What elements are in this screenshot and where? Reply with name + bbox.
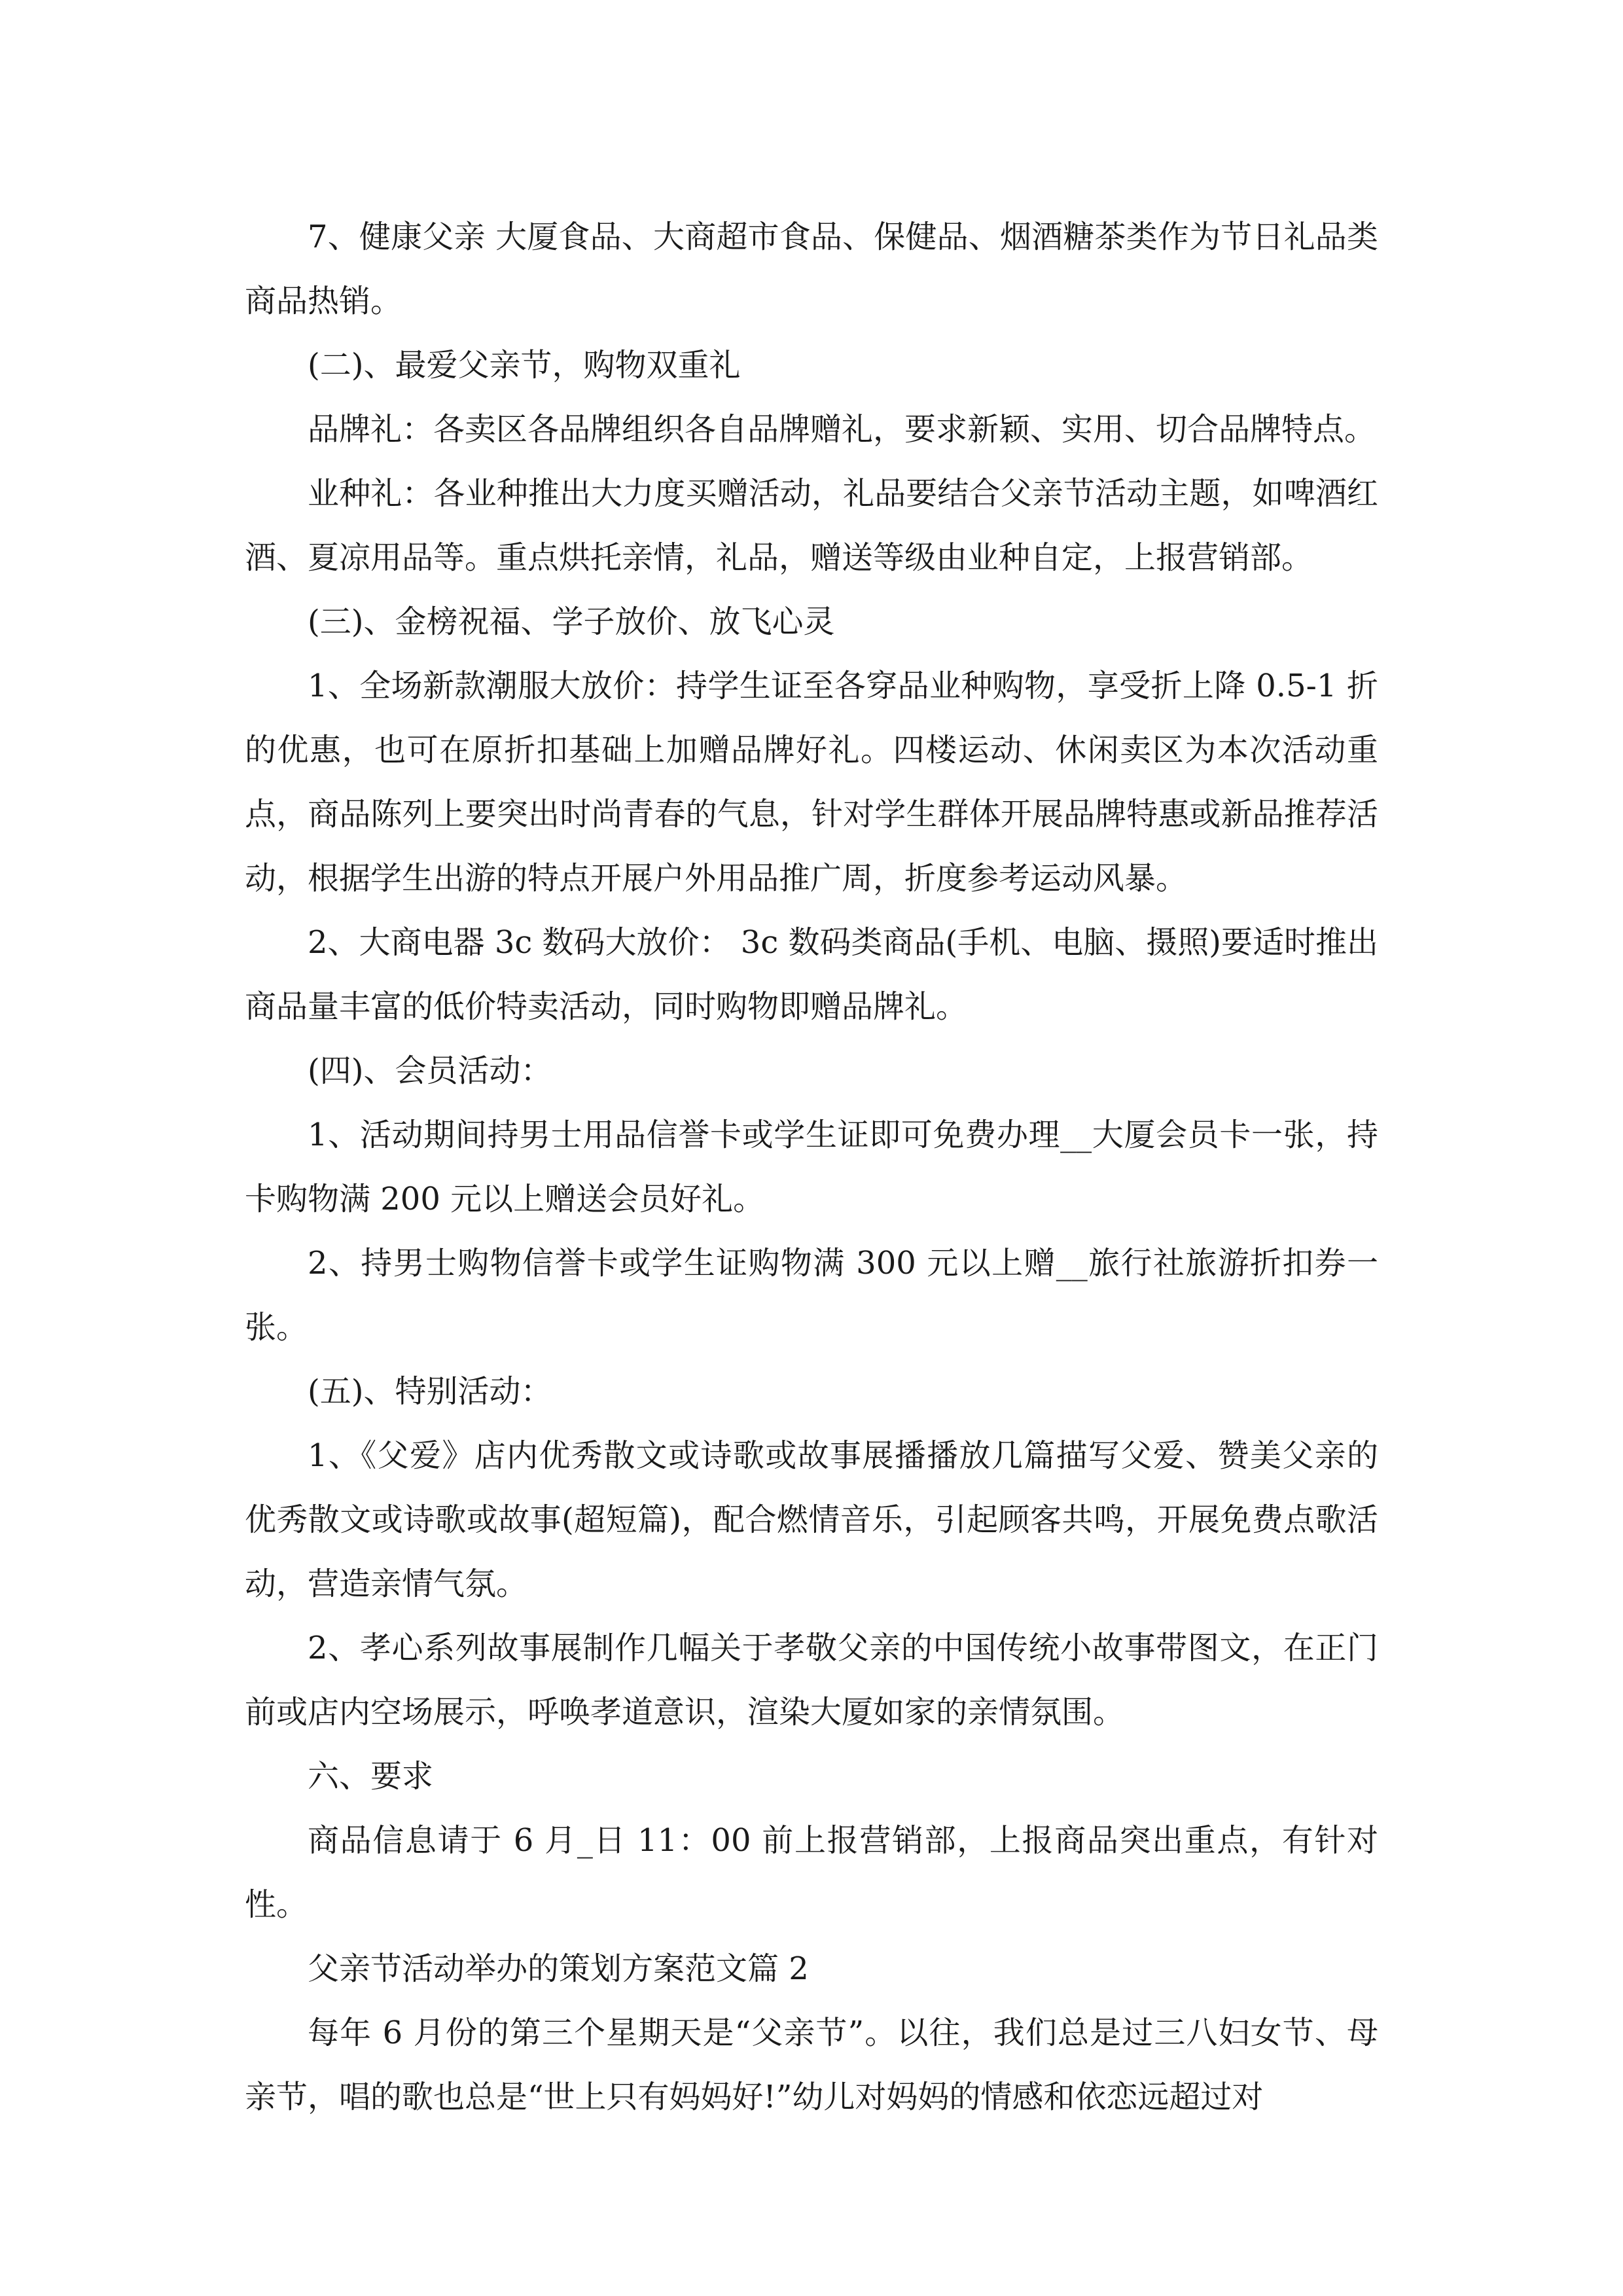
paragraph: 1、《父爱》店内优秀散文或诗歌或故事展播播放几篇描写父爱、赞美父亲的优秀散文或诗歌或故事(超短篇)，配合燃情音乐，引起顾客共鸣，开展免费点歌活动，营造亲情气氛。 [245, 1437, 1378, 1602]
paragraph: 业种礼：各业种推出大力度买赠活动，礼品要结合父亲节活动主题，如啤酒红酒、夏凉用品等。重点烘托亲情，礼品，赠送等级由业种自定，上报营销部。 [245, 475, 1378, 576]
paragraph: 1、活动期间持男士用品信誉卡或学生证即可免费办理__大厦会员卡一张，持卡购物满 200 元以上赠送会员好礼。 [245, 1117, 1378, 1217]
paragraph: 7、健康父亲 大厦食品、大商超市食品、保健品、烟酒糖茶类作为节日礼品类商品热销。 [245, 219, 1378, 319]
article-title: 父亲节活动举办的策划方案范文篇 2 [308, 1950, 809, 1987]
paragraph: 品牌礼：各卖区各品牌组织各自品牌赠礼，要求新颖、实用、切合品牌特点。 [308, 411, 1376, 448]
section-heading: (四)、会员活动： [308, 1052, 552, 1089]
section-heading: (三)、金榜祝福、学子放价、放飞心灵 [308, 603, 835, 640]
paragraph: 1、全场新款潮服大放价：持学生证至各穿品业种购物，享受折上降 0.5-1 折的优惠，也可在原折扣基础上加赠品牌好礼。四楼运动、休闲卖区为本次活动重点，商品陈列上要突出时尚青春的气息，针对学生群体开展品牌特惠或新品推荐活动，根据学生出游的特点开展户外用品推广周，折度参考运动风暴。 [245, 668, 1378, 897]
section-heading: (二)、最爱父亲节，购物双重礼 [308, 347, 741, 384]
paragraph: 2、孝心系列故事展制作几幅关于孝敬父亲的中国传统小故事带图文，在正门前或店内空场展示，呼唤孝道意识，渲染大厦如家的亲情氛围。 [245, 1630, 1378, 1731]
section-heading: 六、要求 [308, 1758, 434, 1795]
paragraph: 每年 6 月份的第三个星期天是“父亲节”。以往，我们总是过三八妇女节、母亲节，唱的歌也总是“世上只有妈妈好!”幼儿对妈妈的情感和依恋远超过对 [245, 2015, 1378, 2115]
section-heading: (五)、特别活动： [308, 1373, 552, 1410]
paragraph: 2、大商电器 3c 数码大放价： 3c 数码类商品(手机、电脑、摄照)要适时推出商品量丰富的低价特卖活动，同时购物即赠品牌礼。 [245, 924, 1378, 1025]
paragraph: 2、持男士购物信誉卡或学生证购物满 300 元以上赠__旅行社旅游折扣券一张。 [245, 1245, 1378, 1346]
document-body [245, 205, 1378, 2129]
paragraph: 商品信息请于 6 月_日 11：00 前上报营销部，上报商品突出重点，有针对性。 [245, 1822, 1378, 1923]
